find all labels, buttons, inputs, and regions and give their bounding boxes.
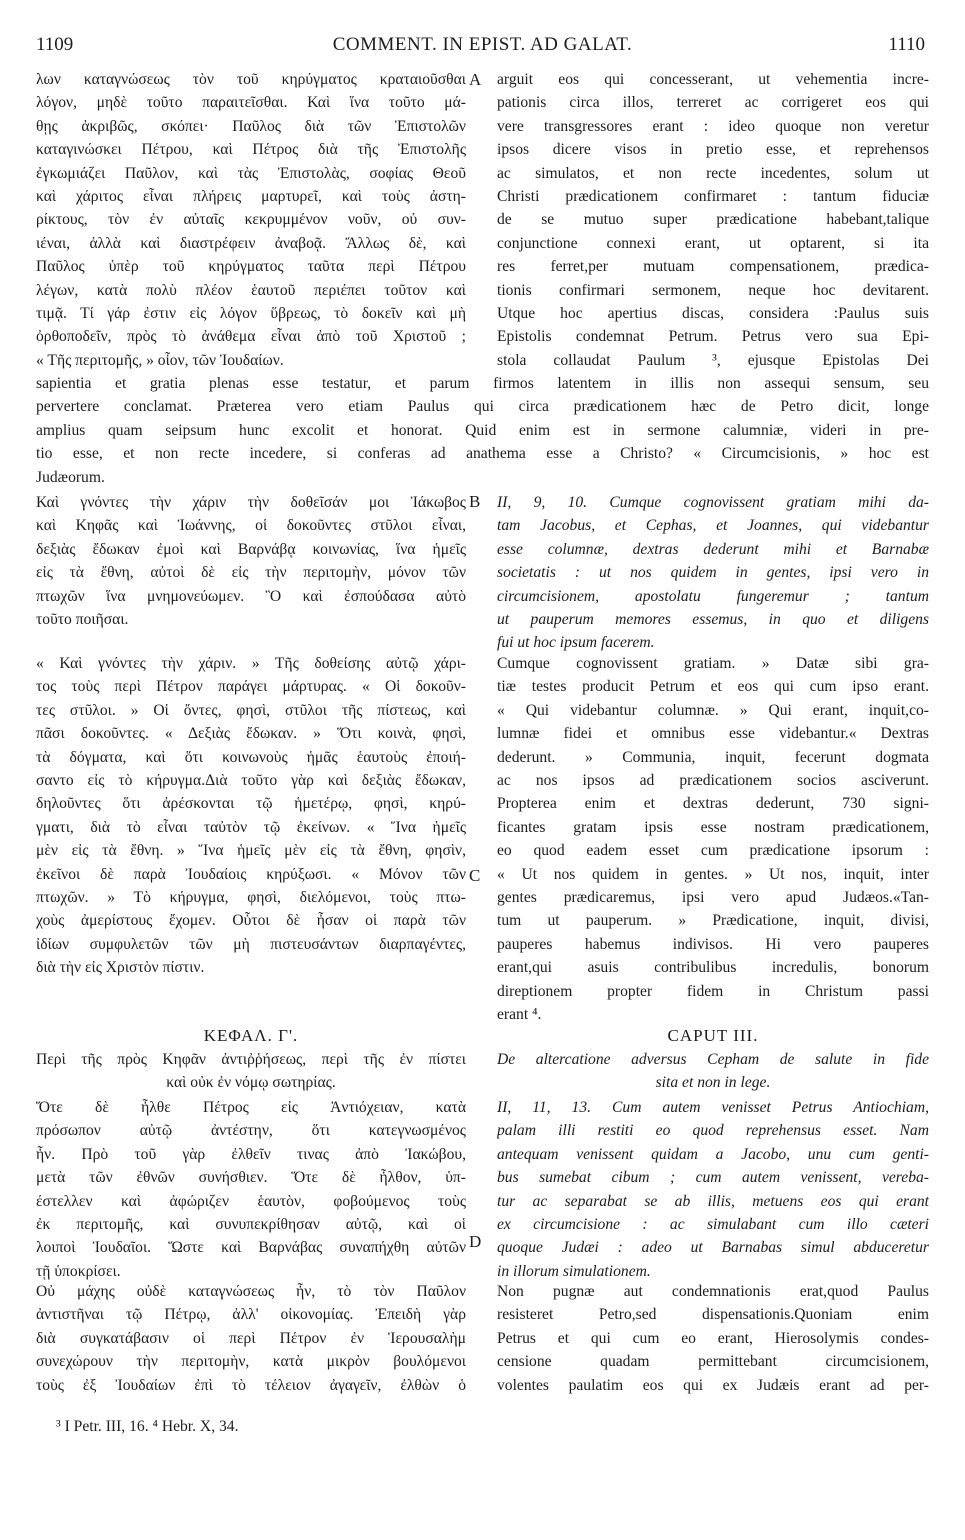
chapter-greek-commentary: [36, 1280, 466, 1397]
text-line: χοὺς ἀμερίστους ἔχομεν. Οὗτοι δὲ ἦσαν οἱ παρὰ τῶν: [36, 912, 466, 930]
text-line: τῇ ὑποκρίσει.: [36, 1262, 121, 1280]
text-line: tionis confirmari sermonem, neque hoc devitarent.: [497, 281, 929, 299]
text-line: μὲν εἰς τὰ ἔθνη. » Ἵνα ἡμεῖς μὲν εἰς τὰ ἔθνη, φησὶν,: [36, 842, 466, 860]
section-b-latin-verse: [497, 491, 929, 655]
text-line: erant,qui asuis contribulibus incredulis, bonorum: [497, 959, 929, 977]
section-a-greek: [36, 68, 466, 372]
text-line: De altercatione adversus Cepham de salute in fide: [497, 1051, 929, 1068]
text-line: vere transgressores erant : ideo quoque non veretur: [497, 117, 929, 135]
text-line: δηλοῦντες ὅτι ἀρέσκονται τῷ ἡμετέρῳ, φησὶ, κηρύ-: [36, 795, 466, 813]
text-line: tam Jacobus, et Cephas, et Joannes, qui videbantur: [497, 517, 929, 535]
text-line: resisteret Petro,sed dispensationis.Quoniam enim: [497, 1306, 929, 1324]
text-line: διὰ τὴν εἰς Χριστὸν πίστιν.: [36, 959, 205, 977]
text-line: Παῦλος ὑπὲρ τοῦ κηρύγματος ταῦτα περὶ Πέτρου: [36, 258, 466, 276]
section-b-greek-verse: [36, 491, 466, 631]
text-line: καὶ Κηφᾶς καὶ Ἰωάννης, οἱ δοκοῦντες στῦλοι εἶναι,: [36, 517, 466, 535]
text-line: ac nos ipsos ad prædicationem socios asciverunt.: [497, 772, 929, 790]
text-line: quoque Judæi : adeo ut Barnabas simul abduceretur: [497, 1239, 929, 1257]
text-line: Οὐ μάχης οὐδὲ καταγνώσεως ἦν, τὸ τὸν Παῦλον: [36, 1283, 466, 1300]
text-line: in illorum simulationem.: [497, 1262, 651, 1280]
text-line: τιμᾷ. Τί γάρ ἐστιν εἰς λόγον ὕβρεως, τὸ δοκεῖν καὶ μὴ: [36, 305, 466, 323]
text-line: pauperes habemus indivisos. Hi vero pauperes: [497, 935, 929, 953]
footnotes: ³ I Petr. III, 16. ⁴ Hebr. X, 34.: [56, 1418, 239, 1435]
text-line: Christi prædicationem confirmaret : tantum fiduciæ: [497, 188, 929, 206]
text-line: ὀρθοποδεῖν, πρὸς τὸ ἀνάθεμα εἶναι ἀπὸ τοῦ Χριστοῦ ;: [36, 328, 466, 346]
text-line: eo quod eadem esset cum prædicatione ipsorum :: [497, 842, 929, 860]
text-line: Utque hoc apertius discas, considera :Paulus suis: [497, 305, 929, 323]
text-line: καὶ οὐκ ἐν νόμῳ σωτηρίας.: [166, 1074, 336, 1092]
text-line: tio esse, et non recte incedere, si conferas ad anathema esse a Christo? « Circumcisionis, » hoc est: [36, 445, 929, 463]
text-line: Petrus et qui cum eo erant, Hierosolymis condes-: [497, 1329, 929, 1347]
greek-chapter-heading: [36, 1024, 466, 1047]
section-a-latin: [497, 68, 929, 372]
text-line: fui ut hoc ipsum facerem.: [497, 634, 655, 652]
text-line: καταγινώσκει Πέτρου, καὶ Πέτρος διὰ τῆς Ἐπιστολῆς: [36, 141, 466, 159]
section-b-latin-commentary: [497, 652, 929, 1027]
margin-marker-d: D: [469, 1232, 482, 1251]
text-line: erant ⁴.: [497, 1006, 542, 1024]
text-line: dederunt. » Communia, inquit, fecerunt dogmata: [497, 748, 929, 766]
text-line: ἀντιστῆναι τῷ Πέτρῳ, ἀλλ' οἰκονομίας. Ἐπειδὴ γὰρ: [36, 1306, 466, 1324]
chapter-latin-verse: [497, 1096, 929, 1283]
text-line: Epistolis condemnat Petrum. Petrus vero sua Epi-: [497, 328, 929, 346]
text-line: ρίκτους, τὸν ἐν αὐταῖς κεκρυμμένον νοῦν, οὐ συν-: [36, 211, 466, 229]
text-line: ἐκεῖνοι δὲ παρὰ Ἰουδαίοις κηρύξωσι. « Μόνον τῶν: [36, 865, 466, 883]
text-line: έστελλεν καὶ ἀφώριζεν ἑαυτὸν, φοβούμενος τοὺς: [36, 1192, 466, 1210]
text-line: ipsos dicere visos in pretio esse, et reprehensos: [497, 141, 929, 159]
text-line: « Καὶ γνόντες τὴν χάριν. » Τῆς δοθείσης αὐτῷ χάρι-: [36, 655, 466, 672]
text-line: Judæorum.: [36, 468, 105, 486]
text-line: « Τῆς περιτομῆς, » οἷον, τῶν Ἰουδαίων.: [36, 351, 284, 369]
text-line: πρόσωπον αὐτῷ ἀντέστην, ὅτι κατεγνωσμένος: [36, 1122, 466, 1140]
text-line: pationis circa illos, terreret ac corrigeret eos qui: [497, 94, 929, 112]
text-line: Non pugnæ aut condemnationis erat,quod Paulus: [497, 1283, 929, 1300]
text-line: bus sumebat cibum ; cum autem venissent, vereba-: [497, 1169, 929, 1187]
text-line: Περὶ τῆς πρὸς Κηφᾶν ἀντιῤῥήσεως, περὶ τῆς ἐν πίστει: [36, 1051, 466, 1068]
text-line: ἰδίων συμφυλετῶν τῶν μὴ πιστευσάντων διαρπαγέντες,: [36, 935, 466, 953]
text-line: ac simulatos, et non recte incedentes, solum ut: [497, 164, 929, 182]
text-line: τοῦτο ποιῆσαι.: [36, 611, 129, 629]
text-line: ιέναι, ἀλλὰ καὶ διαστρέφειν ἀναβοᾷ. Ἄλλως δὲ, καὶ: [36, 234, 466, 252]
text-line: θῃς ἀκριβῶς, σκόπει· Παῦλος διὰ τῶν Ἐπιστολῶν: [36, 117, 466, 135]
text-line: τοὺς ἐξ Ἰουδαίων ἐπὶ τὸ τέλειον ἀγαγεῖν, ἐλθὼν ὁ: [36, 1376, 466, 1394]
text-line: λοιποὶ Ἰουδαῖοι. Ὥστε καὶ Βαρνάβας συναπήχθη αὐτῶν: [36, 1239, 466, 1257]
text-line: λέγων, κατὰ πολὺ πλέον ἑαυτοῦ περιέπει τοῦτον καὶ: [36, 281, 466, 299]
text-line: volentes paulatim eos qui ex Judæis erant ad per-: [497, 1376, 929, 1394]
latin-chapter-subtitle: [497, 1048, 929, 1095]
text-line: tiæ testes producit Petrum et eos qui cum ipso erant.: [497, 678, 929, 696]
text-line: γματι, διὰ τὸ εἶναι ταὐτὸν τῷ ἐκείνων. « Ἵνα ἡμεῖς: [36, 818, 466, 836]
margin-marker-c: C: [469, 866, 481, 885]
margin-marker-b: B: [469, 492, 481, 511]
text-line: tum ut pauperum. » Prædicatione, inquit, divisi,: [497, 912, 929, 930]
text-line: sapientia et gratia plenas esse testatur, et parum firmos latentem in illis non assequi sensum, seu: [36, 375, 929, 392]
latin-chapter-heading: [497, 1024, 929, 1047]
text-line: ut pauperum memores essemus, in quo et diligens: [497, 611, 929, 629]
text-line: circumcisionem, apostolatu fungeremur ; tantum: [497, 587, 929, 605]
text-line: ἐγκωμιάζει Παῦλον, καὶ τὰς Ἐπιστολὰς, σοφίας Θεοῦ: [36, 164, 466, 182]
greek-chapter-subtitle: [36, 1048, 466, 1095]
chapter-latin-commentary: [497, 1280, 929, 1397]
text-line: amplius quam seipsum hunc excolit et honorat. Quid enim est in sermone calumniæ, videri in pre-: [36, 421, 929, 439]
text-line: πτωχῶν ἵνα μνημονεύωμεν. Ὃ καὶ ἐσπούδασα αὐτὸ: [36, 587, 466, 605]
chapter-title: ΚΕΦΑΛ. Γ'.: [203, 1026, 299, 1045]
text-line: σαντο εἰς τὸ κήρυγμα.Διὰ τοῦτο γὰρ καὶ δεξιὰς ἔδωκαν,: [36, 772, 466, 790]
text-line: πᾶσι δοκοῦντες. « Δεξιὰς ἔδωκαν. » Ὅτι κοινὰ, φησὶ,: [36, 725, 466, 743]
text-line: καὶ χάριτος εἶναι πλήρεις μαρτυρεῖ, καὶ τοὺς ἀστη-: [36, 188, 466, 206]
left-page-number: 1109: [36, 34, 74, 55]
text-line: τες στῦλοι. » Οἱ ὄντες, φησὶ, στῦλοι τῆς πίστεως, καὶ: [36, 701, 466, 719]
section-b-greek-commentary: [36, 652, 466, 980]
text-line: διὰ συγκατάβασιν οἱ περὶ Πέτρον ἐν Ἱερουσαλὴμ: [36, 1329, 466, 1347]
text-line: res ferret,per mutuam compensationem, prædica-: [497, 258, 929, 276]
text-line: antequam venissent quidam a Jacobo, unu cum genti-: [497, 1145, 929, 1163]
text-line: Καὶ γνόντες τὴν χάριν τὴν δοθεῖσάν μοι Ἰάκωβος: [36, 494, 466, 511]
text-line: ex circumcisione : ac simulabant cum illo cæteri: [497, 1216, 929, 1234]
text-line: ἦν. Πρὸ τοῦ γὰρ ἐλθεῖν τινας ἀπὸ Ἰακώβου,: [36, 1145, 466, 1163]
text-line: τος τοὺς περὶ Πέτρον παράγει μάρτυρας. « Οἱ δοκοῦν-: [36, 678, 466, 696]
text-line: esse columnæ, dextras dederunt mihi et Barnabæ: [497, 540, 929, 558]
text-line: gentes prædicaremus, ipsi vero apud Judæos.«Tan-: [497, 889, 929, 907]
text-line: Propterea enim et dextras dederunt, 730 signi-: [497, 795, 929, 813]
text-line: conjunctione connexi erant, ut optarent, si ita: [497, 234, 929, 252]
chapter-title: CAPUT III.: [667, 1026, 759, 1045]
text-line: censione quadam permittebant circumcisionem,: [497, 1353, 929, 1371]
text-line: II, 9, 10. Cumque cognovissent gratiam mihi da-: [497, 494, 929, 511]
text-line: τὰ δόγματα, καὶ ὅτι κοινωνοὺς ἡμᾶς ἑαυτοὺς ἐποιή-: [36, 748, 466, 766]
text-line: συνεχώρουν τὴν περιτομὴν, κατὰ μικρὸν βουλόμενοι: [36, 1353, 466, 1371]
text-line: Ὅτε δὲ ἦλθε Πέτρος εἰς Ἀντιόχειαν, κατὰ: [36, 1099, 466, 1116]
text-line: II, 11, 13. Cum autem venisset Petrus Antiochiam,: [497, 1099, 929, 1116]
text-line: sita et non in lege.: [655, 1074, 771, 1092]
text-line: δεξιὰς ἔδωκαν ἐμοὶ καὶ Βαρνάβᾳ κοινωνίας, ἵνα ἡμεῖς: [36, 540, 466, 558]
text-line: direptionem propter fidem in Christum passi: [497, 982, 929, 1000]
text-line: Cumque cognovissent gratiam. » Datæ sibi gra-: [497, 655, 929, 672]
text-line: πτωχῶν. » Τὸ κήρυγμα, φησὶ, διελόμενοι, τοὺς πτω-: [36, 889, 466, 907]
text-line: de se mutuo super prædicatione habebant,talique: [497, 211, 929, 229]
margin-marker-a: A: [469, 70, 482, 89]
text-line: λων καταγνώσεως τὸν τοῦ κηρύγματος κραταιοῦσθαι: [36, 71, 466, 88]
text-line: palam illi restiti eo quod reprehensus esset. Nam: [497, 1122, 929, 1140]
text-line: εἰς τὰ ἔθνη, αὐτοὶ δὲ εἰς τὴν περιτομὴν, μόνον τῶν: [36, 564, 466, 582]
running-title: COMMENT. IN EPIST. AD GALAT.: [332, 34, 633, 55]
section-a-latin-fullwidth: [36, 372, 929, 489]
text-line: societatis : ut nos quidem in gentes, ipsi vero in: [497, 564, 929, 582]
right-page-number: 1110: [888, 34, 925, 55]
text-line: « Ut nos quidem in gentes. » Ut nos, inquit, inter: [497, 865, 929, 883]
text-line: λόγον, μηδὲ τοῦτο παραιτεῖσθαι. Καὶ ἵνα τοῦτο μά-: [36, 94, 466, 112]
text-line: ἐκ περιτομῆς, καὶ συνυπεκρίθησαν αὐτῷ, καὶ οἱ: [36, 1216, 466, 1234]
text-line: stola collaudat Paulum ³, ejusque Epistolas Dei: [497, 351, 929, 369]
text-line: arguit eos qui concesserant, ut vehementia incre-: [497, 71, 929, 88]
text-line: « Qui videbantur columnæ. » Qui erant, inquit,co-: [497, 701, 929, 719]
text-line: μετὰ τῶν ἐθνῶν συνήσθιεν. Ὅτε δὲ ἦλθον, ὑπ-: [36, 1169, 466, 1187]
text-line: ficantes gratam ipsis esse nostram prædicationem,: [497, 818, 929, 836]
text-line: pervertere conclamat. Præterea vero etiam Paulus qui circa prædicationem hæc de Petro dicit, longe: [36, 398, 929, 416]
text-line: lumnæ fidei et omnibus esse videbantur.« Dextras: [497, 725, 929, 743]
text-line: tur ac separabat se ab illis, metuens eos qui erant: [497, 1192, 929, 1210]
chapter-greek-verse: [36, 1096, 466, 1283]
